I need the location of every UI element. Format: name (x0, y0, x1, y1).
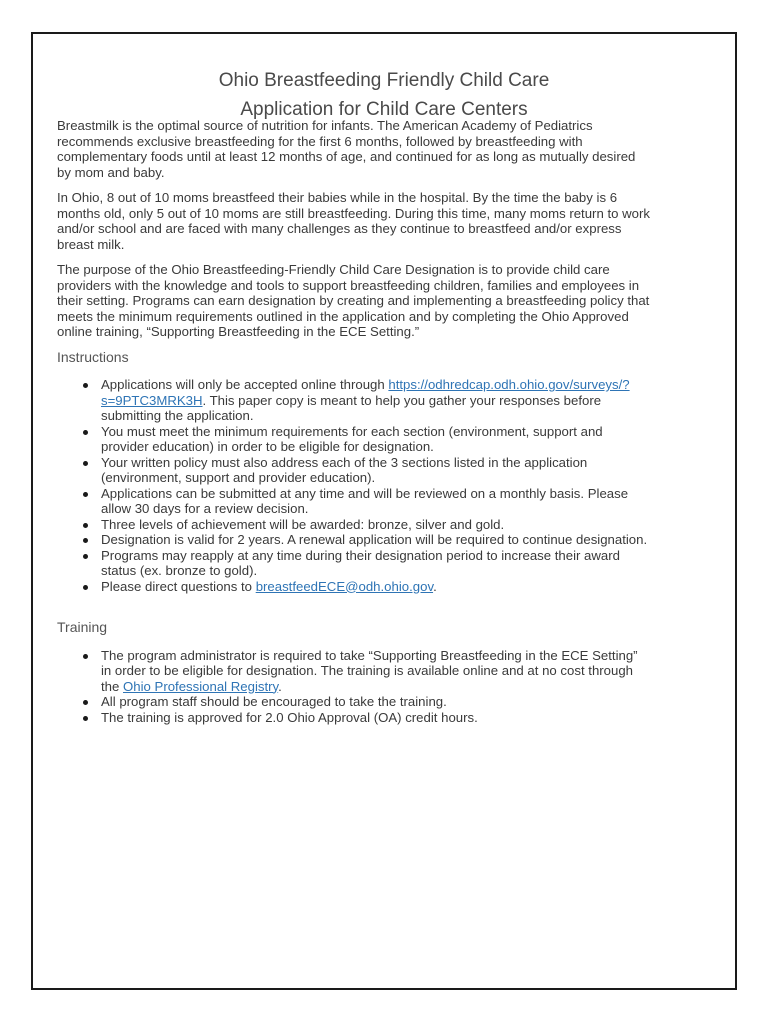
list-item-text: . (278, 678, 282, 694)
email-link[interactable]: breastfeedECE@odh.ohio.gov (255, 578, 434, 594)
training-list (57, 648, 651, 726)
list-item-text: Please direct questions to (101, 578, 256, 594)
list-item-text: . (433, 578, 437, 594)
document-body (57, 118, 651, 725)
list-item: Applications can be submitted at any time and will be reviewed on a monthly basis. Please allow 30 days for a review decision. (101, 486, 651, 517)
purpose-paragraph: The purpose of the Ohio Breastfeeding-Friendly Child Care Designation is to provide child care providers with the knowledge and tools to support breastfeeding children, families and employees in their setting. Programs can earn designation by creating and implementing a breastfeeding policy that meets the minimum requirements outlined in the application and by completing the Ohio Approved online training, “Supporting Breastfeeding in the ECE Setting.” (57, 262, 650, 339)
list-item: You must meet the minimum requirements for each section (environment, support and provider education) in order to be eligible for designation. (101, 424, 651, 455)
list-item (101, 648, 651, 695)
list-item (101, 579, 651, 595)
page-title (33, 66, 735, 124)
title-line-1: Ohio Breastfeeding Friendly Child Care (218, 70, 550, 91)
title-line-2: Application for Child Care Centers (240, 99, 528, 120)
registry-link[interactable]: Ohio Professional Registry (123, 678, 279, 694)
statistics-paragraph: In Ohio, 8 out of 10 moms breastfeed their babies while in the hospital. By the time the baby is 6 months old, only 5 out of 10 moms are still breastfeeding. During this time, many moms return to work and/or school and are faced with many challenges as they continue to breastfeed and/or express breast milk. (57, 190, 650, 252)
list-item-text: Applications will only be accepted online through (101, 377, 389, 392)
survey-link[interactable]: https://odhredcap.odh.ohio.gov/surveys/?s=9PTC3MRK3H (101, 377, 630, 408)
instructions-list (57, 377, 651, 594)
list-item: Three levels of achievement will be awarded: bronze, silver and gold. (101, 517, 651, 533)
instructions-heading: Instructions (57, 348, 129, 365)
list-item: All program staff should be encouraged to take the training. (101, 694, 651, 710)
list-item-text: The program administrator is required to take “Supporting Breastfeeding in the ECE Setting” in order to be eligible for designation. The training is available online and at no cost through the (101, 647, 638, 694)
list-item: Your written policy must also address each of the 3 sections listed in the application (environment, support and provider education). (101, 455, 651, 486)
list-item-text: . This paper copy is meant to help you gather your responses before submitting the application. (101, 392, 602, 423)
list-item (101, 377, 651, 424)
list-item: The training is approved for 2.0 Ohio Approval (OA) credit hours. (101, 710, 651, 726)
training-heading: Training (57, 619, 108, 635)
intro-paragraph: Breastmilk is the optimal source of nutrition for infants. The American Academy of Pediatrics recommends exclusive breastfeeding for the first 6 months, followed by breastfeeding with complementary foods until at least 12 months of age, and continued for as long as mutually desired by mom and baby. (57, 118, 636, 180)
list-item: Programs may reapply at any time during their designation period to increase their award status (ex. bronze to gold). (101, 548, 651, 579)
list-item: Designation is valid for 2 years. A renewal application will be required to continue designation. (101, 532, 651, 548)
